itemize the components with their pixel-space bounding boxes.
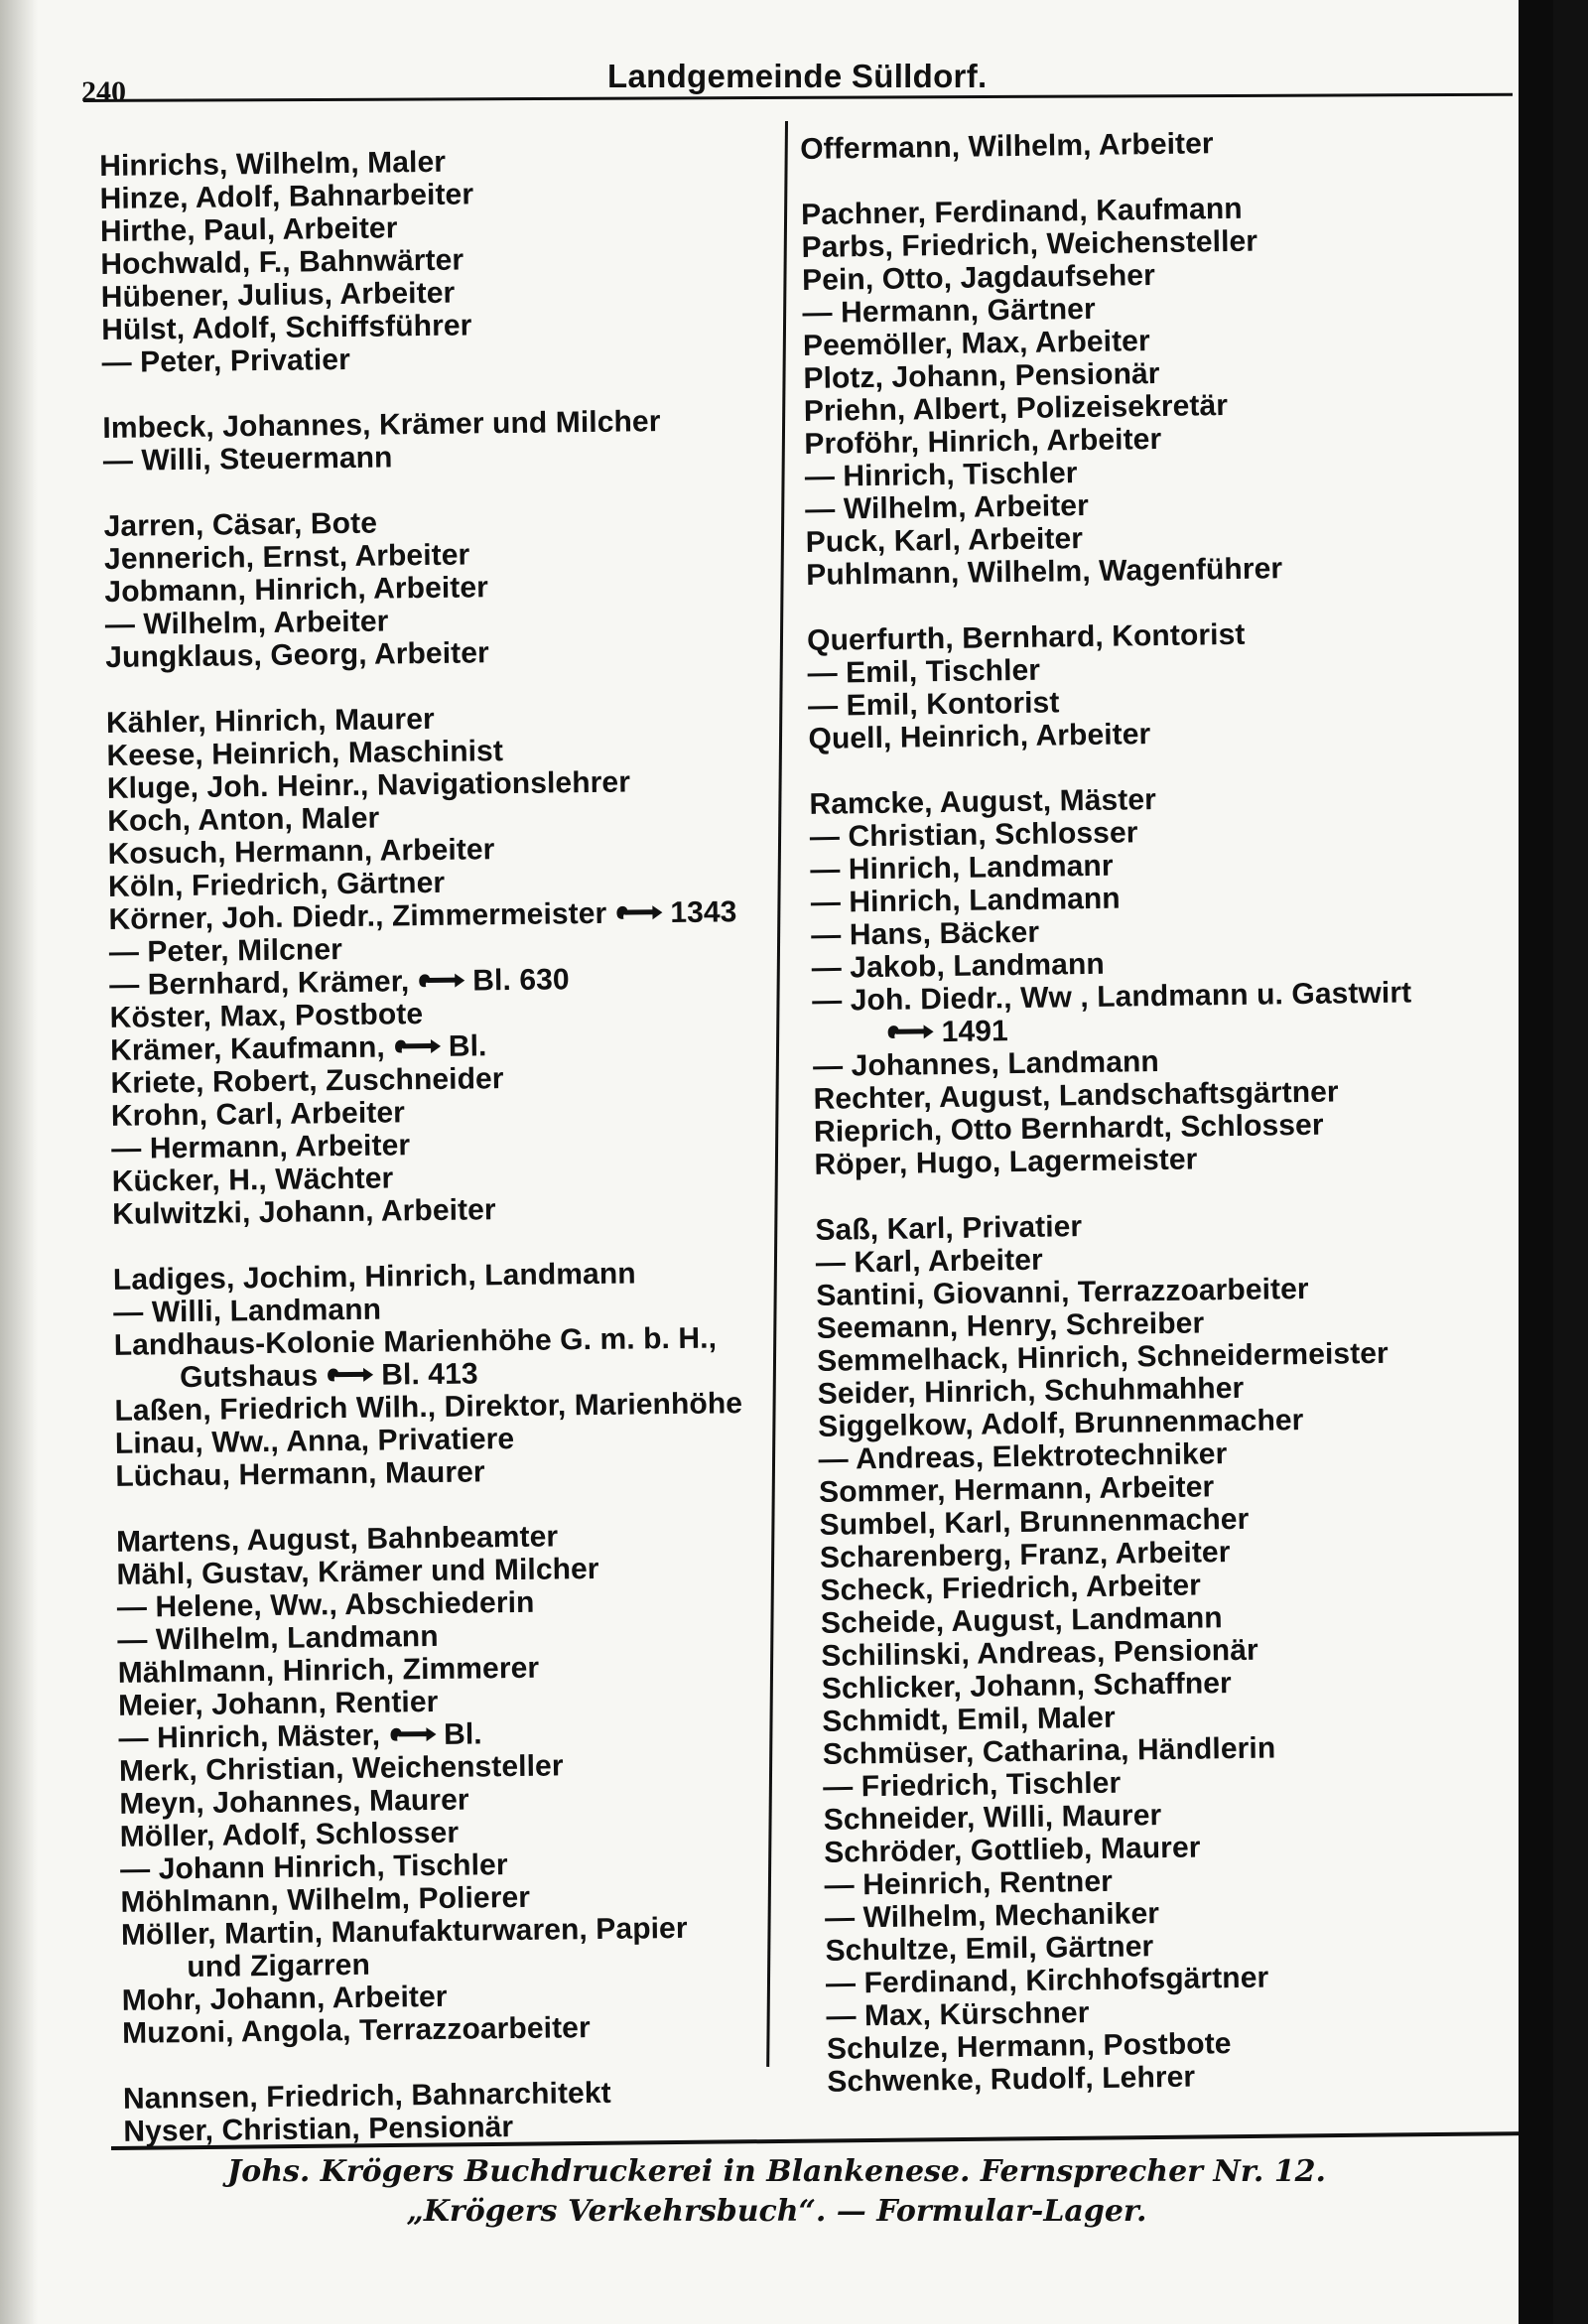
telephone-handset-icon — [886, 1021, 936, 1043]
entry-text: Jennerich, Ernst, Arbeiter — [103, 538, 470, 576]
entry-text: Seemann, Henry, Schreiber — [816, 1306, 1205, 1345]
footer-printer-line: Johs. Krögers Buchdruckerei in Blankenese. Fernsprecher Nr. 12. — [227, 2154, 1326, 2189]
entry-text: — Wilhelm, Mechaniker — [824, 1897, 1160, 1935]
entry-text: Sommer, Hermann, Arbeiter — [818, 1470, 1215, 1509]
entry-text: — Emil, Kontorist — [807, 686, 1060, 723]
entry-text: Querfurth, Bernhard, Kontorist — [806, 617, 1246, 657]
entry-text: Hirthe, Paul, Arbeiter — [99, 211, 398, 248]
entry-text: Mählmann, Hinrich, Zimmerer — [117, 1651, 540, 1690]
entry-text: Nyser, Christian, Pensionär — [123, 2111, 514, 2148]
entry-text: Jarren, Cäsar, Bote — [103, 506, 378, 543]
entry-text: Muzoni, Angola, Terrazzoarbeiter — [121, 2011, 591, 2050]
entry-text: — Friedrich, Tischler — [823, 1766, 1122, 1804]
entry-text: Quell, Heinrich, Arbeiter — [808, 718, 1151, 755]
entry-text: Meier, Johann, Rentier — [117, 1685, 439, 1722]
phone-number: Bl. — [448, 1029, 487, 1063]
entry-text: Mohr, Johann, Arbeiter — [121, 1980, 448, 2017]
entry-text: Priehn, Albert, Polizeisekretär — [803, 389, 1229, 428]
entry-text: Imbeck, Johannes, Krämer und Milcher — [102, 405, 661, 445]
entry-text: Saß, Karl, Privatier — [815, 1210, 1083, 1247]
entry-text: Kosuch, Hermann, Arbeiter — [107, 833, 495, 871]
entry-text: Hülst, Adolf, Schiffsführer — [101, 309, 472, 346]
entry-text: Ramcke, August, Mäster — [809, 783, 1157, 821]
entry-text: Kriete, Robert, Zuschneider — [110, 1062, 504, 1100]
entry-text: Schmidt, Emil, Maler — [822, 1701, 1116, 1738]
entry-text: Pachner, Ferdinand, Kaufmann — [800, 192, 1243, 231]
entry-text: — Wilhelm, Arbeiter — [805, 488, 1090, 526]
entry-text: — Peter, Milcner — [108, 933, 343, 969]
entry-text: Landhaus-Kolonie Marienhöhe G. m. b. H., — [113, 1321, 718, 1362]
page-number: 240 — [81, 75, 126, 108]
entry-text: Seider, Hinrich, Schuhmahher — [817, 1371, 1245, 1411]
entry-text: Hinze, Adolf, Bahnarbeiter — [99, 178, 474, 215]
entry-text: Jobmann, Hinrich, Arbeiter — [104, 571, 489, 609]
entry-text: — Hans, Bäcker — [811, 915, 1040, 952]
entry-text: Schilinski, Andreas, Pensionär — [821, 1633, 1258, 1673]
entry-text: Sumbel, Karl, Brunnenmacher — [819, 1502, 1250, 1542]
entry-text: Santini, Giovanni, Terrazzoarbeiter — [816, 1272, 1309, 1312]
entry-text: Puhlmann, Wilhelm, Wagenführer — [805, 552, 1283, 592]
entry-text: — Christian, Schlosser — [809, 816, 1138, 854]
entry-text: — Wilhelm, Arbeiter — [104, 605, 389, 641]
entry-text: Rieprich, Otto Bernhardt, Schlosser — [813, 1108, 1324, 1149]
entry-text: — Peter, Privatier — [101, 342, 351, 379]
entry-text: Siggelkow, Adolf, Brunnenmacher — [817, 1404, 1304, 1443]
phone-number: Bl. 413 — [381, 1357, 478, 1392]
entry-text: Hübener, Julius, Arbeiter — [100, 276, 456, 314]
entry-text: Koch, Anton, Maler — [107, 801, 380, 838]
footer-ad-line: „Krögers Verkehrsbuch“. — Formular-Lager. — [406, 2194, 1147, 2229]
entry-text: — Hinrich, Tischler — [804, 457, 1078, 493]
entry-text: Mähl, Gustav, Krämer und Milcher — [116, 1552, 599, 1591]
phone-number: 1343 — [670, 895, 737, 930]
entry-text: — Hermann, Gärtner — [802, 292, 1096, 330]
entry-text: — Hermann, Arbeiter — [111, 1129, 411, 1165]
entry-text: Hinrichs, Wilhelm, Maler — [99, 145, 447, 183]
entry-text: Gutshaus — [179, 1359, 319, 1395]
entry-text: Schlicker, Johann, Schaffner — [821, 1667, 1233, 1706]
entry-text: — Hinrich, Landmanr — [810, 849, 1114, 887]
entry-text: Kücker, H., Wächter — [111, 1162, 394, 1198]
entry-text: Krämer, Kaufmann, — [109, 1030, 386, 1067]
entry-text: Offermann, Wilhelm, Arbeiter — [800, 127, 1214, 166]
entry-text: Köln, Friedrich, Gärtner — [107, 866, 446, 903]
entry-text: — Helene, Ww., Abschiederin — [116, 1585, 535, 1624]
entry-text: und Zigarren — [187, 1948, 371, 1984]
entry-text: Kähler, Hinrich, Maurer — [105, 702, 435, 740]
entry-text: Möller, Martin, Manufakturwaren, Papier — [120, 1911, 688, 1952]
entry-text: Möhlmann, Wilhelm, Polierer — [120, 1880, 531, 1919]
entry-text: Meyn, Johannes, Maurer — [119, 1783, 469, 1821]
entry-text: Puck, Karl, Arbeiter — [805, 522, 1084, 559]
entry-text: — Max, Kürschner — [826, 1996, 1090, 2033]
entry-text: Hochwald, F., Bahnwärter — [100, 243, 464, 281]
entry-text: Scheck, Friedrich, Arbeiter — [820, 1569, 1202, 1607]
entry-text: Scheide, August, Landmann — [820, 1601, 1223, 1640]
entry-text: — Willi, Landmann — [113, 1293, 382, 1329]
entry-text: Kulwitzki, Johann, Arbeiter — [111, 1193, 496, 1231]
entry-text: Semmelhack, Hinrich, Schneidermeister — [817, 1336, 1390, 1378]
entry-text: Möller, Adolf, Schlosser — [119, 1816, 460, 1853]
telephone-handset-icon — [326, 1364, 375, 1387]
entry-text: Keese, Heinrich, Maschinist — [106, 735, 504, 772]
entry-text: Ladiges, Jochim, Hinrich, Landmann — [112, 1257, 636, 1297]
entry-text: — Jakob, Landmann — [811, 947, 1106, 985]
entry-text: — Wilhelm, Landmann — [117, 1619, 439, 1657]
entry-text: Parbs, Friedrich, Weichensteller — [801, 224, 1258, 264]
entry-text: — Andreas, Elektrotechniker — [818, 1437, 1228, 1476]
entry-text: — Emil, Tischler — [807, 653, 1041, 690]
entry-text: Rechter, August, Landschaftsgärtner — [813, 1075, 1339, 1116]
entry-text: Schröder, Gottlieb, Maurer — [823, 1831, 1201, 1869]
entry-text: Schmüser, Catharina, Händlerin — [822, 1731, 1276, 1771]
entry-text: Jungklaus, Georg, Arbeiter — [105, 636, 490, 674]
phone-number: Bl. — [443, 1717, 482, 1751]
entry-text: Röper, Hugo, Lagermeister — [814, 1143, 1198, 1181]
entry-text: — Joh. Diedr., Ww , Landmann u. Gastwirt — [811, 976, 1412, 1018]
right-column — [800, 123, 1542, 2099]
entry-text: — Johannes, Landmann — [812, 1045, 1160, 1083]
telephone-handset-icon — [393, 1035, 443, 1058]
phone-number: Bl. 630 — [472, 963, 570, 998]
entry-text: — Willi, Steuermann — [102, 441, 393, 478]
entry-text: — Hinrich, Landmann — [810, 882, 1121, 919]
entry-text: — Bernhard, Krämer, — [109, 965, 410, 1002]
entry-text: — Heinrich, Rentner — [824, 1864, 1114, 1902]
entry-text: Schwenke, Rudolf, Lehrer — [827, 2060, 1196, 2099]
entry-text: — Johann Hinrich, Tischler — [119, 1848, 508, 1886]
entry-text: Martens, August, Bahnbeamter — [115, 1520, 559, 1559]
entry-text: Körner, Joh. Diedr., Zimmermeister — [108, 896, 607, 936]
entry-text: Schneider, Willi, Maurer — [823, 1799, 1162, 1837]
telephone-handset-icon — [417, 970, 466, 993]
entry-text: — Ferdinand, Kirchhofsgärtner — [825, 1961, 1269, 2000]
telephone-handset-icon — [614, 901, 664, 924]
entry-text: Peemöller, Max, Arbeiter — [802, 325, 1150, 362]
entry-text: Scharenberg, Franz, Arbeiter — [819, 1536, 1231, 1574]
entry-text: Lüchau, Hermann, Maurer — [115, 1455, 485, 1493]
entry-text: Krohn, Carl, Arbeiter — [110, 1096, 406, 1133]
phone-number: 1491 — [941, 1015, 1009, 1049]
scan-edge — [1519, 0, 1553, 2324]
entry-text: Schulze, Hermann, Postbote — [826, 2027, 1232, 2066]
entry-text: Proföhr, Hinrich, Arbeiter — [804, 422, 1162, 461]
entry-text: — Hinrich, Mäster, — [118, 1718, 381, 1755]
entry-text: Schultze, Emil, Gärtner — [825, 1930, 1154, 1968]
entry-text: Laßen, Friedrich Wilh., Direktor, Marienhöhe — [114, 1387, 743, 1428]
entry-text: Plotz, Johann, Pensionär — [803, 356, 1160, 395]
entry-text: Nannsen, Friedrich, Bahnarchitekt — [122, 2076, 611, 2116]
entry-text: Linau, Ww., Anna, Privatiere — [114, 1422, 515, 1460]
telephone-handset-icon — [388, 1723, 438, 1746]
entry-text: — Karl, Arbeiter — [815, 1243, 1043, 1280]
entry-text: Köster, Max, Postbote — [109, 998, 424, 1034]
entry-text: Pein, Otto, Jagdaufseher — [801, 259, 1156, 297]
entry-text: Merk, Christian, Weichensteller — [118, 1749, 564, 1788]
left-column — [99, 141, 819, 2147]
entry-text: Kluge, Joh. Heinr., Navigationslehrer — [106, 765, 631, 805]
page-title: Landgemeinde Sülldorf. — [607, 58, 988, 94]
